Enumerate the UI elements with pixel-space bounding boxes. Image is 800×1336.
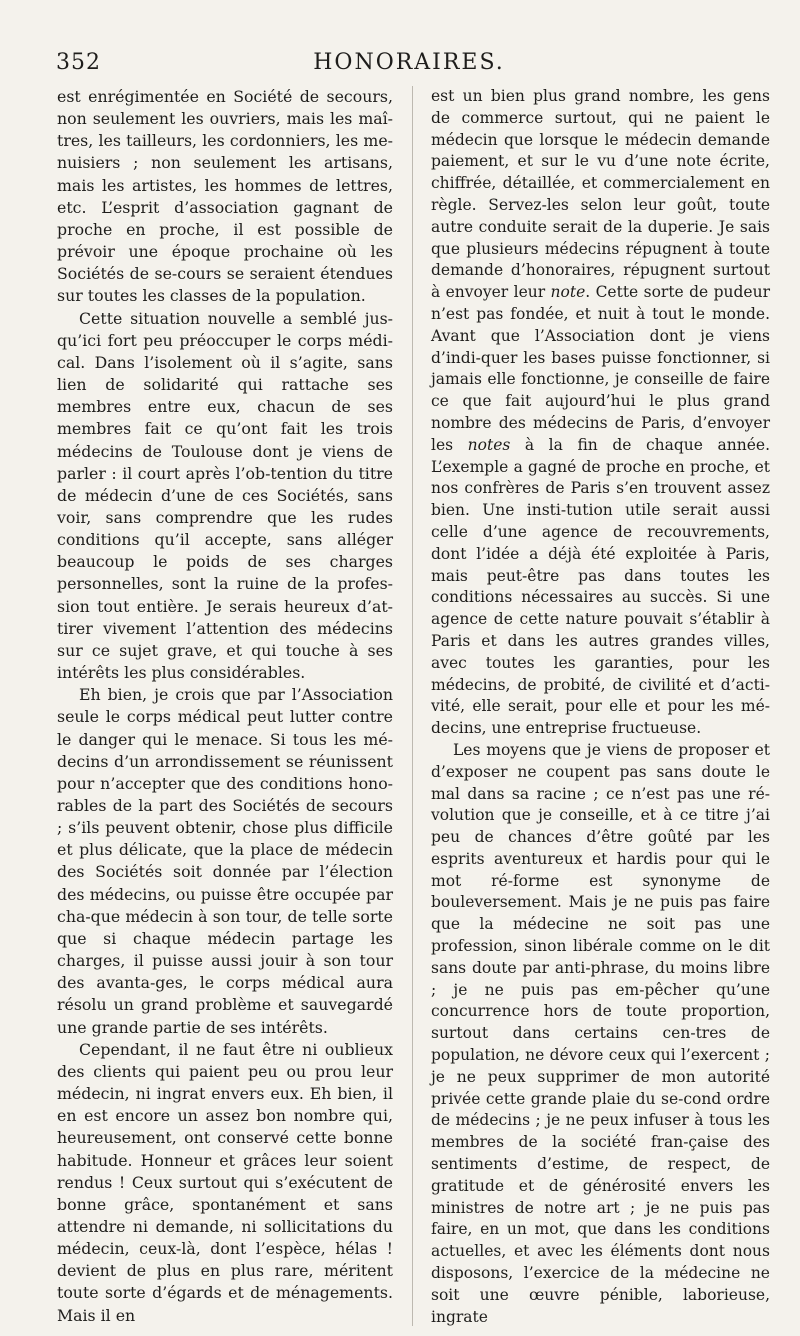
paragraph bbox=[431, 86, 770, 740]
text-run: est un bien plus grand nombre, les gens de commerce surtout, qui ne paient le médecin que lorsque le médecin demande paiement, et sur le vu d’une note écrite, chiffrée, détaillée, et commercialement en règle. Servez-les selon leur goût, toute autre conduite serait de la duperie. Je sais que plusieurs médecins répugnent à toute demande d’honoraires, répugnent surtout à envoyer leur bbox=[431, 87, 770, 302]
paragraph: Cette situation nouvelle a semblé jus-qu’ici fort peu préoccuper le corps médi-cal. Dans l’isolement où il s’agite, sans lien de solidarité qui rattache ses membres entre eux, chacun de ses membres fait ce qu’ont fait les trois médecins de Toulouse dont je viens de parler : il court après l’ob-tention du titre de médecin d’une de ces Sociétés, sans voir, sans comprendre que les rudes conditions qu’il accepte, sans alléger beaucoup le poids de ses charges personnelles, sont la ruine de la profes-sion tout entière. Je serais heureux d’at-tirer vivement l’attention des médecins sur ce sujet grave, et qui touche à ses intérêts les plus considérables. bbox=[57, 308, 393, 683]
emphasis: note bbox=[550, 283, 586, 302]
page-number: 352 bbox=[56, 50, 101, 75]
paragraph: Les moyens que je viens de proposer et d’exposer ne coupent pas sans doute le mal dans sa racine ; ce n’est pas une ré-volution que je conseille, et à ce titre j’ai peu de chances d’être goûté par les esprits aventureux et hardis pour qui le mot ré-forme est synonyme de bouleversement. Mais je ne puis pas faire que la médecine ne soit pas une profession, sinon libérale comme on le dit sans doute par anti-phrase, du moins libre ; je ne puis pas em-pêcher qu’une concurrence hors de toute proportion, surtout dans certains cen-tres de population, ne dévore ceux qui l’exercent ; je ne peux supprimer de mon autorité privée cette grande plaie du se-cond ordre de médecins ; je ne peux infuser à tous les membres de la société fran-çaise des sentiments d’estime, de respect, de gratitude et de générosité envers les ministres de notre art ; je ne puis pas faire, en un mot, que dans les conditions actuelles, et avec les éléments dont nous disposons, l’exercice de la médecine ne soit une œuvre pénible, laborieuse, ingrate bbox=[431, 740, 770, 1326]
left-column bbox=[57, 86, 393, 1327]
emphasis: notes bbox=[467, 435, 511, 454]
right-column bbox=[431, 86, 770, 1328]
paragraph: Cependant, il ne faut être ni oublieux des clients qui paient peu ou prou leur médecin, ni ingrat envers eux. Eh bien, il en est encore un assez bon nombre qui, heureusement, ont conservé cette bonne habitude. Honneur et grâces leur soient rendus ! Ceux surtout qui s’exécutent de bonne grâce, spontanément et sans attendre ni demande, ni sollicitations du médecin, ceux-là, dont l’espèce, hélas ! devient de plus en plus rare, méritent toute sorte d’égards et de ménagements. Mais il en bbox=[57, 1039, 393, 1325]
text-run: à la fin de chaque année. L’exemple a gagné de proche en proche, et nos confrères de Paris s’en trouvent assez bien. Une insti-tution utile serait aussi celle d’une agence de recouvrements, dont l’idée a déjà été exploitée à Paris, mais peut-être pas dans toutes les conditions nécessaires au succès. Si une agence de cette nature pouvait s’établir à Paris et dans les autres grandes villes, avec toutes les garanties, pour les médecins, de probité, de civilité et d’acti-vité, elle serait, pour elle et pour les mé-decins, une entreprise fructueuse. bbox=[431, 435, 770, 738]
paragraph: Eh bien, je crois que par l’Association seule le corps médical peut lutter contre le danger qui le menace. Si tous les mé-decins d’un arrondissement se réunissent pour n’accepter que des conditions hono-rables de la part des Sociétés de secours ; s’ils peuvent obtenir, chose plus difficile et plus délicate, que la place de médecin des Sociétés soit donnée par l’élection des médecins, ou puisse être occupée par cha-que médecin à son tour, de telle sorte que si chaque médecin partage les charges, il puisse aussi jouir à son tour des avanta-ges, le corps médical aura résolu un grand problème et sauvegardé une grande partie de ses intérêts. bbox=[57, 685, 393, 1037]
paragraph: est enrégimentée en Société de secours, non seulement les ouvriers, mais les maî-tres, les tailleurs, les cordonniers, les me-nuisiers ; non seulement les artisans, mais les artistes, les hommes de lettres, etc. L’esprit d’association gagnant de proche en proche, il est possible de prévoir une époque prochaine où les Sociétés de se-cours se seraient étendues sur toutes les classes de la population. bbox=[57, 87, 393, 306]
page-header bbox=[56, 50, 762, 80]
text-run: . Cette sorte de pudeur n’est pas fondée, et nuit à tout le monde. Avant que l’Association dont je viens d’indi-quer les bases puisse fonctionner, si jamais elle fonctionne, je conseille de faire ce que fait aujourd’hui le plus grand nombre des médecins de Paris, d’envoyer les bbox=[431, 283, 770, 454]
running-head: HONORAIRES. bbox=[313, 50, 505, 75]
column-divider bbox=[412, 86, 413, 1326]
